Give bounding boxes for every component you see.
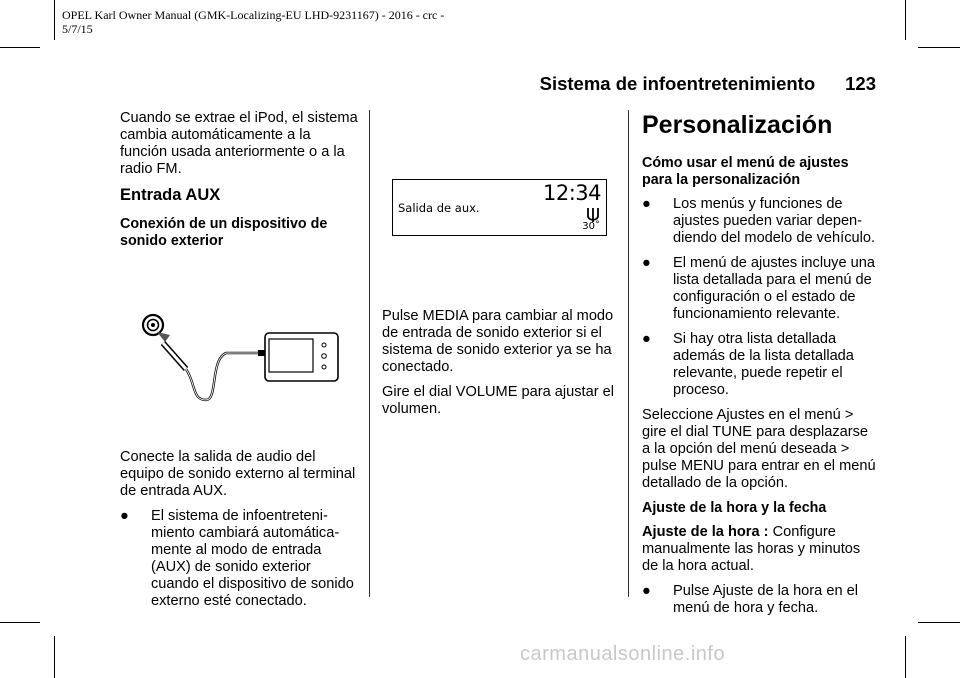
list-item <box>642 331 878 399</box>
middle-column <box>382 308 617 426</box>
time-setting-text: Configure manualmente las horas y minutos de la hora actual. <box>642 524 861 574</box>
crop-mark <box>905 636 906 678</box>
list-item-text: Si hay otra lista detallada además de la lista detallada relevante, puede repetir el proceso. <box>673 331 854 398</box>
aux-heading: Entrada AUX <box>120 186 221 204</box>
column-divider <box>628 110 629 597</box>
bullet-icon: ● <box>642 583 651 599</box>
page-number: 123 <box>845 73 876 94</box>
list-item <box>642 583 878 617</box>
bullet-icon: ● <box>642 331 651 347</box>
list-item-text: Los menús y funciones de ajustes pueden variar depen- diendo del modelo de vehículo. <box>673 196 876 246</box>
time-setting-paragraph <box>642 524 878 575</box>
radio-display-screen <box>392 179 607 236</box>
crop-mark <box>54 636 55 678</box>
running-head <box>540 73 876 95</box>
crop-mark <box>0 47 40 48</box>
media-paragraph: Pulse MEDIA para cambiar al modo de entrada de sonido exterior si el sistema de sonido exterior ya se ha conectado. <box>382 308 614 375</box>
display-clock: 12:34 <box>542 181 601 205</box>
left-column-lower <box>120 449 360 618</box>
bullet-icon: ● <box>642 196 651 212</box>
settings-menu-subheading: Cómo usar el menú de ajustes para la personalización <box>642 155 849 188</box>
display-source-label: Salida de aux. <box>398 201 480 215</box>
connect-paragraph: Conecte la salida de audio del equipo de sonido externo al terminal de entrada AUX. <box>120 449 356 499</box>
document-header <box>62 8 522 36</box>
bullet-icon: ● <box>642 255 651 271</box>
aux-connection-illustration <box>140 308 360 412</box>
list-item <box>642 255 878 323</box>
watermark: carmanualsonline.info <box>520 643 726 665</box>
column-divider <box>369 110 370 597</box>
document-header-line: OPEL Karl Owner Manual (GMK-Localizing-EU LHD-9231167) - 2016 - crc - <box>62 8 445 22</box>
personalization-heading: Personalización <box>642 111 833 139</box>
section-title: Sistema de infoentretenimiento <box>539 73 816 94</box>
list-item-text: El sistema de infoentreteni- miento cambiará automática- mente al modo de entrada (AUX) de sonido exterior cuando el dispositivo de sonido externo esté conectado. <box>151 508 354 609</box>
list-item-text: El menú de ajustes incluye una lista detallada para el menú de configuración o el estado de funcionamiento relevante. <box>673 255 876 322</box>
aux-subheading: Conexión de un dispositivo de sonido exterior <box>120 216 328 249</box>
crop-mark <box>905 0 906 40</box>
crop-mark <box>918 47 960 48</box>
settings-paragraph: Seleccione Ajustes en el menú > gire el dial TUNE para desplazarse a la opción del menú deseada > pulse MENU para entrar en el menú detallado de la opción. <box>642 407 876 491</box>
left-column <box>120 110 360 257</box>
bullet-icon: ● <box>120 508 129 524</box>
list-item-text: Pulse Ajuste de la hora en el menú de hora y fecha. <box>673 583 858 616</box>
display-temperature: 30˚ <box>582 221 600 232</box>
right-column <box>642 111 878 625</box>
time-setting-term: Ajuste de la hora : <box>642 524 769 540</box>
crop-mark <box>918 622 960 623</box>
volume-paragraph: Gire el dial VOLUME para ajustar el volumen. <box>382 384 614 417</box>
list-item <box>120 508 360 610</box>
external-audio-device-icon <box>265 333 338 381</box>
document-header-date: 5/7/15 <box>62 22 93 36</box>
crop-mark <box>0 622 40 623</box>
intro-paragraph: Cuando se extrae el iPod, el sistema cambia automáticamente a la función usada anteriormente o a la radio FM. <box>120 110 358 177</box>
crop-mark <box>54 0 55 40</box>
time-date-subheading: Ajuste de la hora y la fecha <box>642 500 827 516</box>
list-item <box>642 196 878 247</box>
